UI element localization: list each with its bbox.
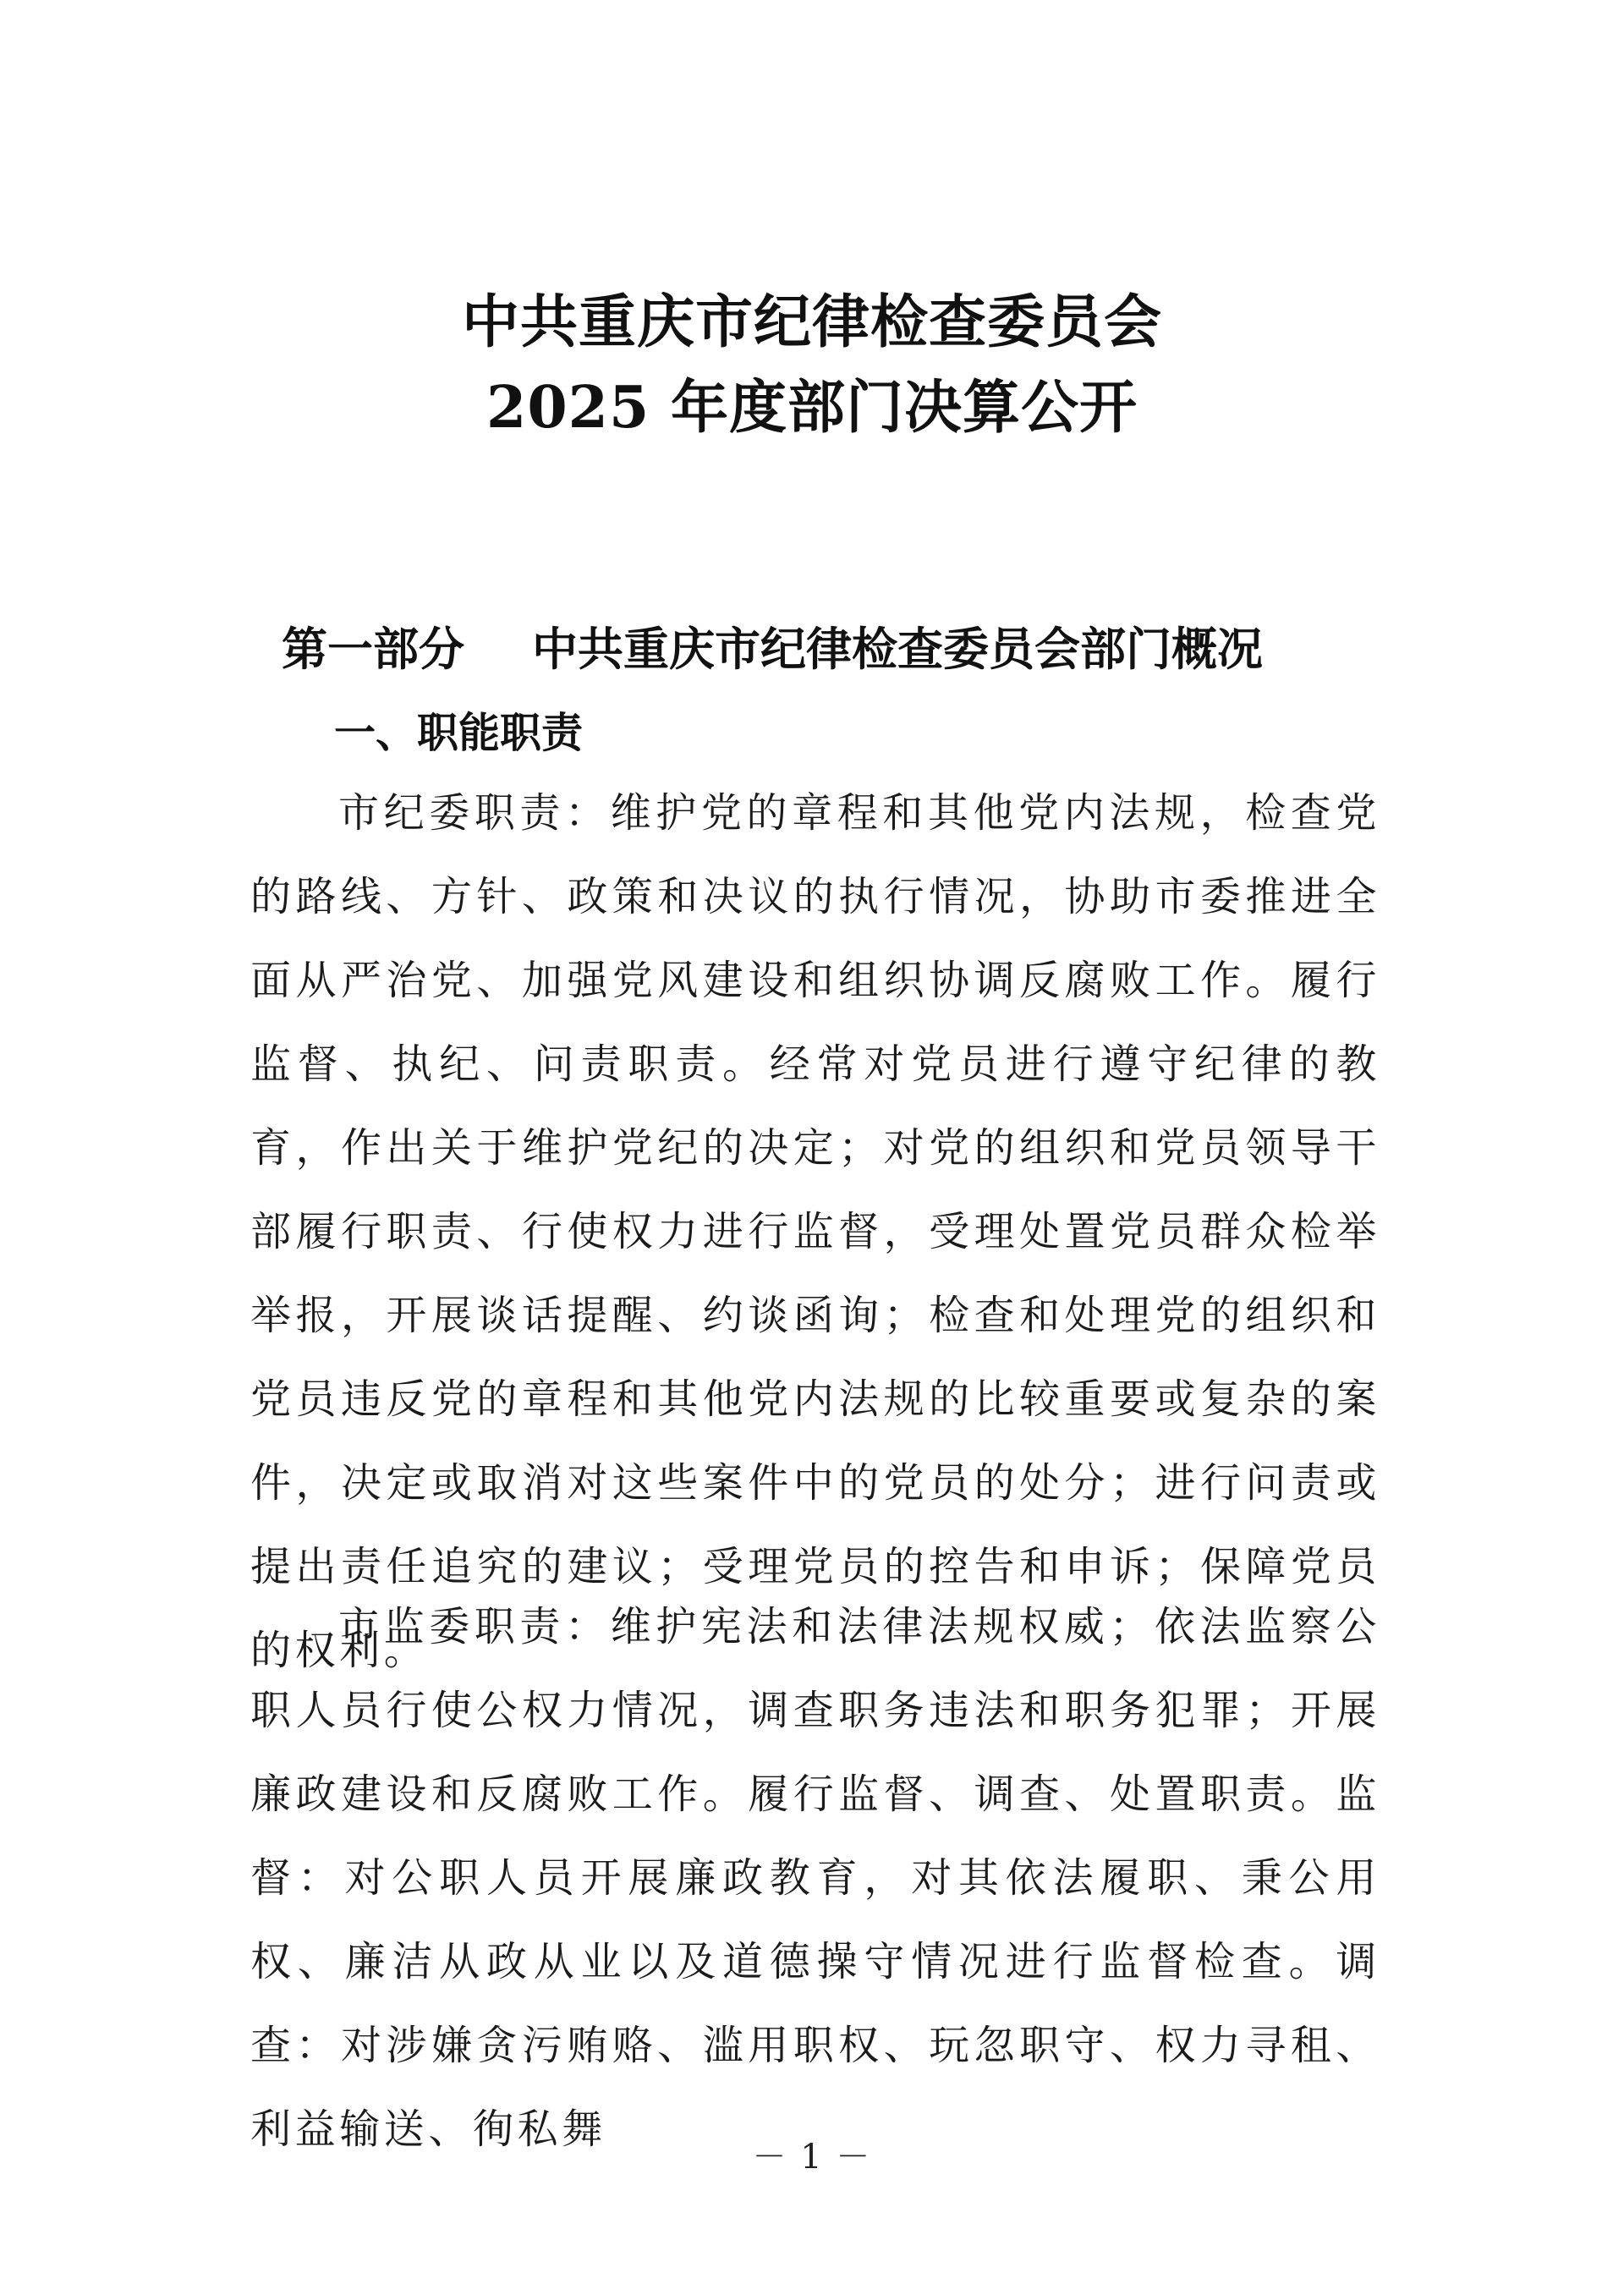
page-number: － 1 － (752, 2138, 872, 2177)
part-heading-label: 第一部分 (282, 622, 464, 676)
part-heading-title: 中共重庆市纪律检查委员会部门概况 (532, 622, 1263, 676)
part-heading (282, 622, 1424, 676)
section-heading: 一、职能职责 (334, 709, 584, 757)
document-title-line2: 2025 年度部门决算公开 (486, 374, 1138, 442)
document-title-line1: 中共重庆市纪律检查委员会 (461, 288, 1162, 356)
paragraph-supervision-duties: 市监委职责：维护宪法和法律法规权威；依法监察公职人员行使公权力情况，调查职务违法和职务犯罪；开展廉政建设和反腐败工作。履行监督、调查、处置职责。监督：对公职人员开展廉政教育，对其依法履职、秉公用权、廉洁从政从业以及道德操守情况进行监督检查。调查：对涉嫌贪污贿赂、滥用职权、玩忽职守、权力寻租、利益输送、徇私舞 (250, 1603, 1380, 2153)
paragraph-commission-duties: 市纪委职责：维护党的章程和其他党内法规，检查党的路线、方针、政策和决议的执行情况，协助市委推进全面从严治党、加强党风建设和组织协调反腐败工作。履行监督、执纪、问责职责。经常对党员进行遵守纪律的教育，作出关于维护党纪的决定；对党的组织和党员领导干部履行职责、行使权力进行监督，受理处置党员群众检举举报，开展谈话提醒、约谈函询；检查和处理党的组织和党员违反党的章程和其他党内法规的比较重要或复杂的案件，决定或取消对这些案件中的党员的处分；进行问责或提出责任追究的建议；受理党员的控告和申诉；保障党员的权利。 (250, 789, 1380, 1674)
